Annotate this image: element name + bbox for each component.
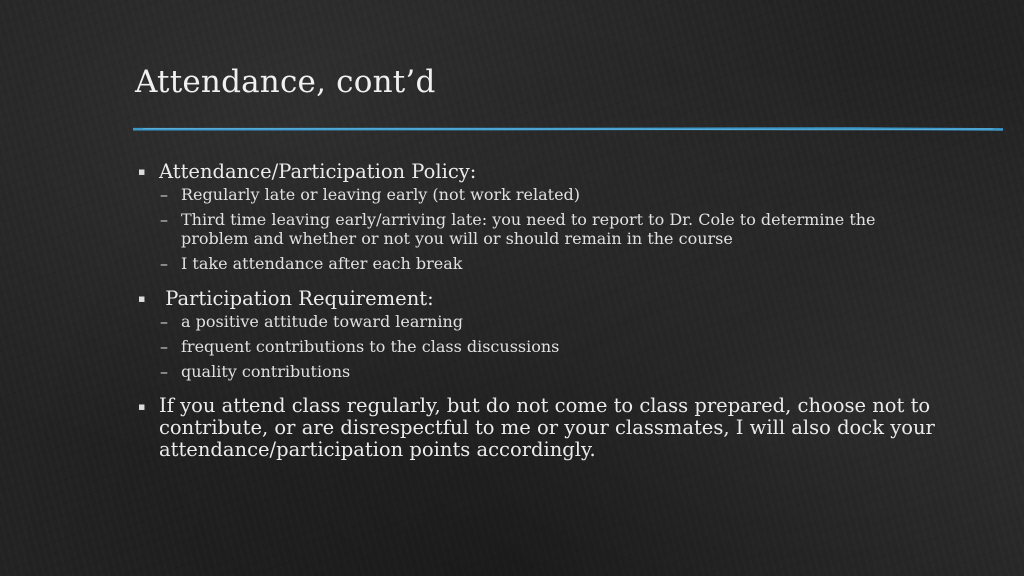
slide-body xyxy=(138,160,938,461)
dash-bullet-icon: – xyxy=(160,337,168,356)
dash-bullet-icon: – xyxy=(160,185,168,204)
sub-item xyxy=(138,337,938,356)
title-underline xyxy=(133,126,1003,132)
sub-item-text: Third time leaving early/arriving late: you need to report to Dr. Cole to determine the problem and whether or not you will or should remain in the course xyxy=(181,210,876,248)
bullet-item xyxy=(138,160,938,184)
square-bullet-icon: ▪ xyxy=(138,165,146,178)
bullet-group-dock-points xyxy=(138,395,938,461)
sub-item xyxy=(138,362,938,381)
square-bullet-icon: ▪ xyxy=(138,292,146,305)
bullet-group-participation-requirement xyxy=(138,287,938,381)
sub-item-text: a positive attitude toward learning xyxy=(181,312,464,331)
sub-list xyxy=(138,312,938,381)
bullet-text: If you attend class regularly, but do not come to class prepared, choose not to contribute, or are disrespectful to me or your classmates, I will also dock your attendance/participation points accordingly. xyxy=(159,394,935,461)
bullet-text: Participation Requirement: xyxy=(159,287,434,310)
sub-item-text: quality contributions xyxy=(181,362,351,381)
bullet-item xyxy=(138,287,938,311)
sub-item xyxy=(138,185,938,204)
dash-bullet-icon: – xyxy=(160,210,168,229)
sub-item xyxy=(138,210,938,248)
bullet-group-attendance-policy xyxy=(138,160,938,273)
slide-title: Attendance, cont’d xyxy=(135,64,436,100)
sub-item xyxy=(138,312,938,331)
square-bullet-icon: ▪ xyxy=(138,400,146,413)
sub-item xyxy=(138,254,938,273)
bullet-text: Attendance/Participation Policy: xyxy=(159,160,477,183)
dash-bullet-icon: – xyxy=(160,312,168,331)
sub-item-text: Regularly late or leaving early (not work related) xyxy=(181,185,581,204)
dash-bullet-icon: – xyxy=(160,362,168,381)
sub-list xyxy=(138,185,938,273)
dash-bullet-icon: – xyxy=(160,254,168,273)
sub-item-text: frequent contributions to the class discussions xyxy=(181,337,560,356)
sub-item-text: I take attendance after each break xyxy=(181,254,463,273)
bullet-item xyxy=(138,395,938,461)
